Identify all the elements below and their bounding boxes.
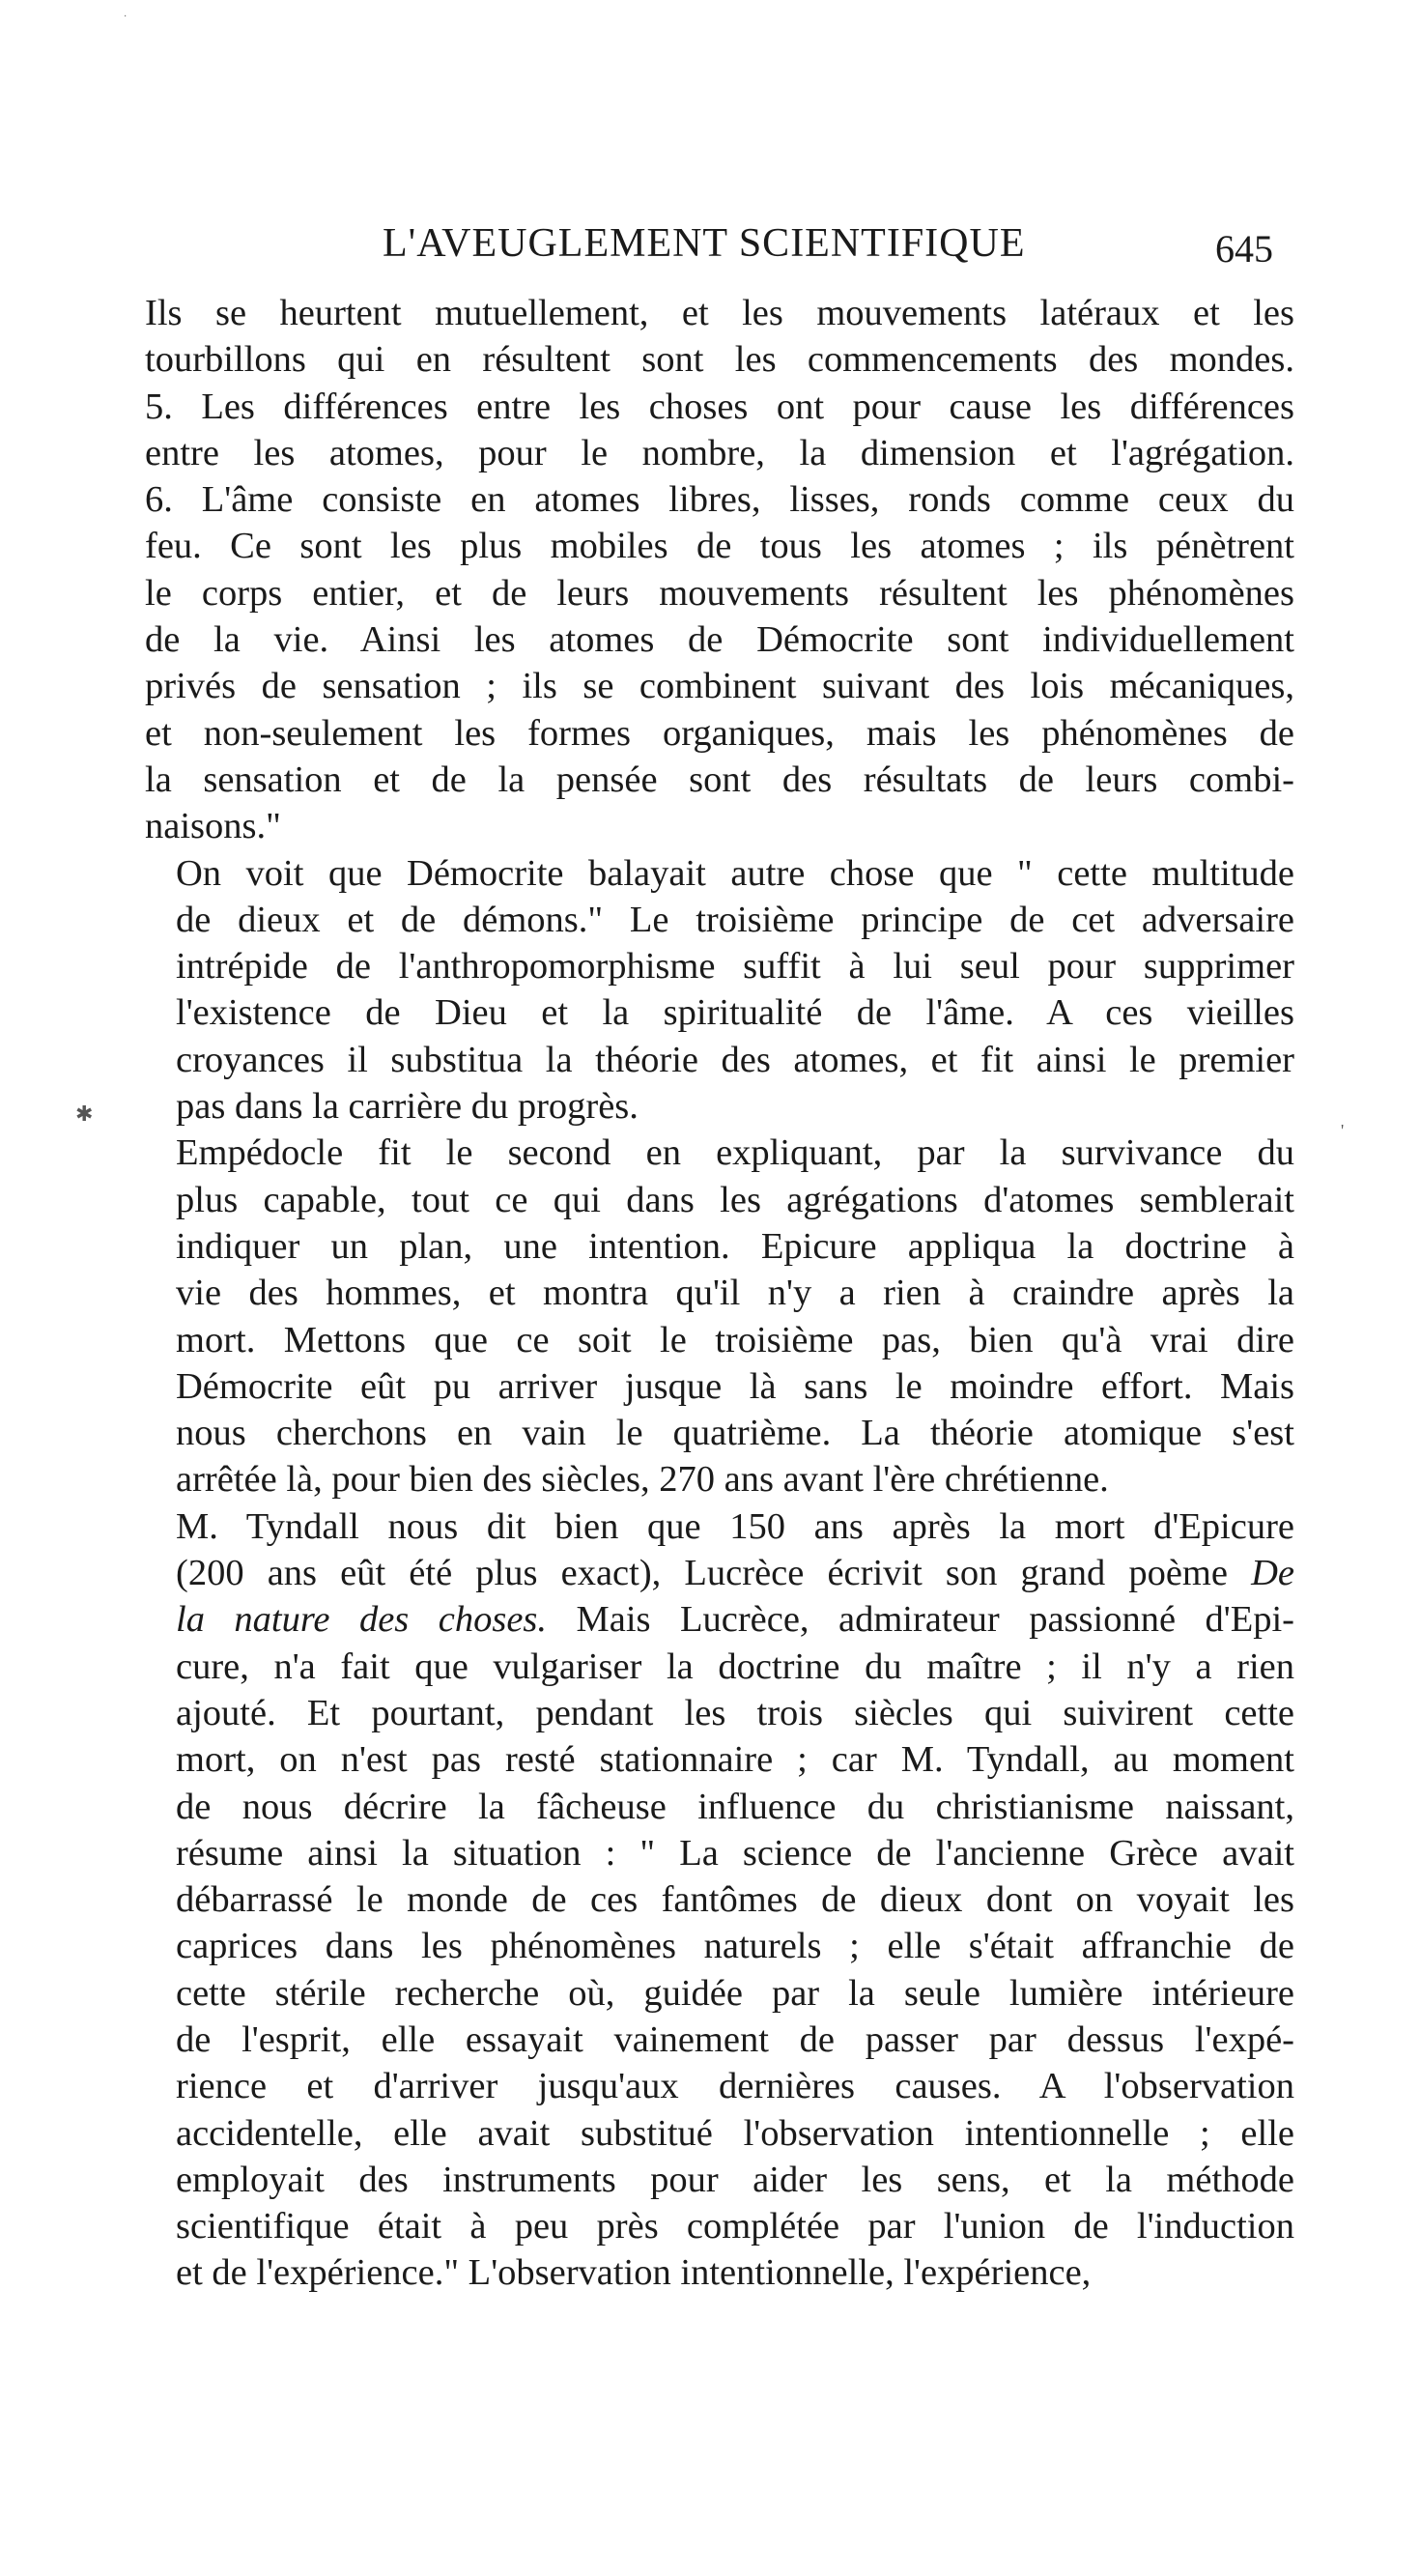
text-line — [145, 1736, 1294, 1783]
text-segment: scientifique était à peu près complétée par l'union de l'induction — [176, 2206, 1294, 2247]
text-line: mort. Mettons que ce soit le troisième pas, bien qu'à vrai dire — [176, 1319, 1294, 1360]
margin-mark: ✱ — [75, 1102, 94, 1126]
text-line: intrépide de l'anthropomorphisme suffit à lui seul pour supprimer — [176, 946, 1294, 987]
text-segment: employait des instruments pour aider les sens, et la méthode — [176, 2159, 1294, 2200]
text-line: nous cherchons en vain le quatrième. La théorie atomique s'est — [176, 1413, 1294, 1454]
page-header — [0, 220, 1420, 278]
text-line: entre les atomes, pour le nombre, la dimension et l'agrégation. — [145, 432, 1294, 473]
specks: · — [124, 12, 128, 22]
text-line — [145, 2157, 1294, 2203]
text-segment: résume ainsi la situation : " La science de l'ancienne Grèce avait — [176, 1832, 1294, 1874]
paragraph — [145, 1503, 1294, 2297]
text-line: arrêtée là, pour bien des siècles, 270 ans avant l'ère chrétienne. — [176, 1459, 1109, 1501]
text-line: croyances il substitua la théorie des atomes, et fit ainsi le premier — [176, 1039, 1294, 1080]
text-line — [145, 1830, 1294, 1876]
text-segment: de l'esprit, elle essayait vainement de passer par dessus l'expé- — [176, 2018, 1294, 2060]
text-line — [145, 1550, 1294, 1596]
text-line: vie des hommes, et montra qu'il n'y a rien à craindre après la — [176, 1273, 1294, 1314]
text-line — [145, 2203, 1294, 2249]
text-line — [145, 1644, 1294, 1690]
text-line — [145, 2110, 1294, 2157]
text-line: de la vie. Ainsi les atomes de Démocrite sont individuellement — [145, 619, 1294, 661]
text-segment: cure, n'a fait que vulgariser la doctrine du maître ; il n'y a rien — [176, 1646, 1294, 1687]
text-line: Démocrite eût pu arriver jusque là sans le moindre effort. Mais — [176, 1365, 1294, 1407]
text-segment: ajouté. Et pourtant, pendant les trois siècles qui suivirent cette — [176, 1692, 1294, 1733]
text-line — [145, 2063, 1294, 2109]
text-line: 5. Les différences entre les choses ont pour cause les différences — [145, 386, 1294, 427]
text-line — [145, 1970, 1294, 2017]
text-line: Empédocle fit le second en expliquant, par la survivance du — [176, 1132, 1294, 1174]
text-line: privés de sensation ; ils se combinent suivant des lois mécaniques, — [145, 666, 1294, 707]
text-line: le corps entier, et de leurs mouvements résultent les phénomènes — [145, 572, 1294, 614]
paragraph — [145, 1130, 1294, 1503]
text-segment: de nous décrire la fâcheuse influence du christianisme naissant, — [176, 1786, 1294, 1827]
text-segment: et de l'expérience." L'observation intentionnelle, l'expérience, — [176, 2252, 1092, 2294]
text-segment: caprices dans les phénomènes naturels ; elle s'était affranchie de — [176, 1926, 1294, 1967]
margin-speck: ' — [1341, 1121, 1345, 1140]
text-line — [145, 1876, 1294, 1923]
text-line — [145, 1784, 1294, 1830]
text-line: indiquer un plan, une intention. Epicure appliqua la doctrine à — [176, 1225, 1294, 1267]
text-segment: rience et d'arriver jusqu'aux dernières causes. A l'observation — [176, 2066, 1294, 2107]
text-segment: débarrassé le monde de ces fantômes de dieux dont on voyait les — [176, 1879, 1294, 1921]
text-line — [145, 1923, 1294, 1969]
text-line: pas dans la carrière du progrès. — [176, 1086, 639, 1128]
text-line: de dieux et de démons." Le troisième principe de cet adversaire — [176, 899, 1294, 940]
text-line — [145, 2017, 1294, 2063]
text-line: On voit que Démocrite balayait autre chose que " cette multitude — [176, 852, 1294, 894]
text-line — [145, 1503, 1294, 1550]
body-text — [145, 290, 1294, 2297]
text-segment: Mais Lucrèce, admirateur passionné d'Epi- — [547, 1599, 1294, 1641]
running-title: L'AVEUGLEMENT SCIENTIFIQUE — [383, 221, 1026, 266]
italic-title: la nature des choses. — [176, 1599, 548, 1641]
text-line: Ils se heurtent mutuellement, et les mouvements latéraux et les — [145, 293, 1294, 333]
text-line: feu. Ce sont les plus mobiles de tous les atomes ; ils pénètrent — [145, 526, 1294, 567]
text-line: l'existence de Dieu et la spiritualité de l'âme. A ces vieilles — [176, 992, 1294, 1034]
italic-title: De — [1251, 1553, 1294, 1594]
text-line — [145, 2249, 1294, 2296]
text-line: tourbillons qui en résultent sont les commencements des mondes. — [145, 339, 1294, 381]
text-segment: M. Tyndall nous dit bien que 150 ans après la mort d'Epicure — [176, 1505, 1294, 1547]
text-segment: cette stérile recherche où, guidée par la seule lumière intérieure — [176, 1972, 1294, 2014]
text-segment: mort, on n'est pas resté stationnaire ; car M. Tyndall, au moment — [176, 1739, 1294, 1781]
text-line — [145, 1596, 1294, 1643]
text-line: la sensation et de la pensée sont des résultats de leurs combi- — [145, 758, 1294, 800]
text-line: et non-seulement les formes organiques, mais les phénomènes de — [145, 712, 1294, 754]
text-segment: accidentelle, elle avait substitué l'observation intentionnelle ; elle — [176, 2112, 1294, 2154]
text-line — [145, 1690, 1294, 1736]
page-number: 645 — [1215, 227, 1273, 271]
text-line: 6. L'âme consiste en atomes libres, lisses, ronds comme ceux du — [145, 479, 1294, 521]
text-line: naisons." — [145, 806, 281, 847]
paragraph — [145, 290, 1294, 850]
paragraph — [145, 850, 1294, 1131]
text-line: plus capable, tout ce qui dans les agrégations d'atomes semblerait — [176, 1179, 1294, 1220]
text-segment: (200 ans eût été plus exact), Lucrèce écrivit son grand poème — [176, 1553, 1252, 1594]
